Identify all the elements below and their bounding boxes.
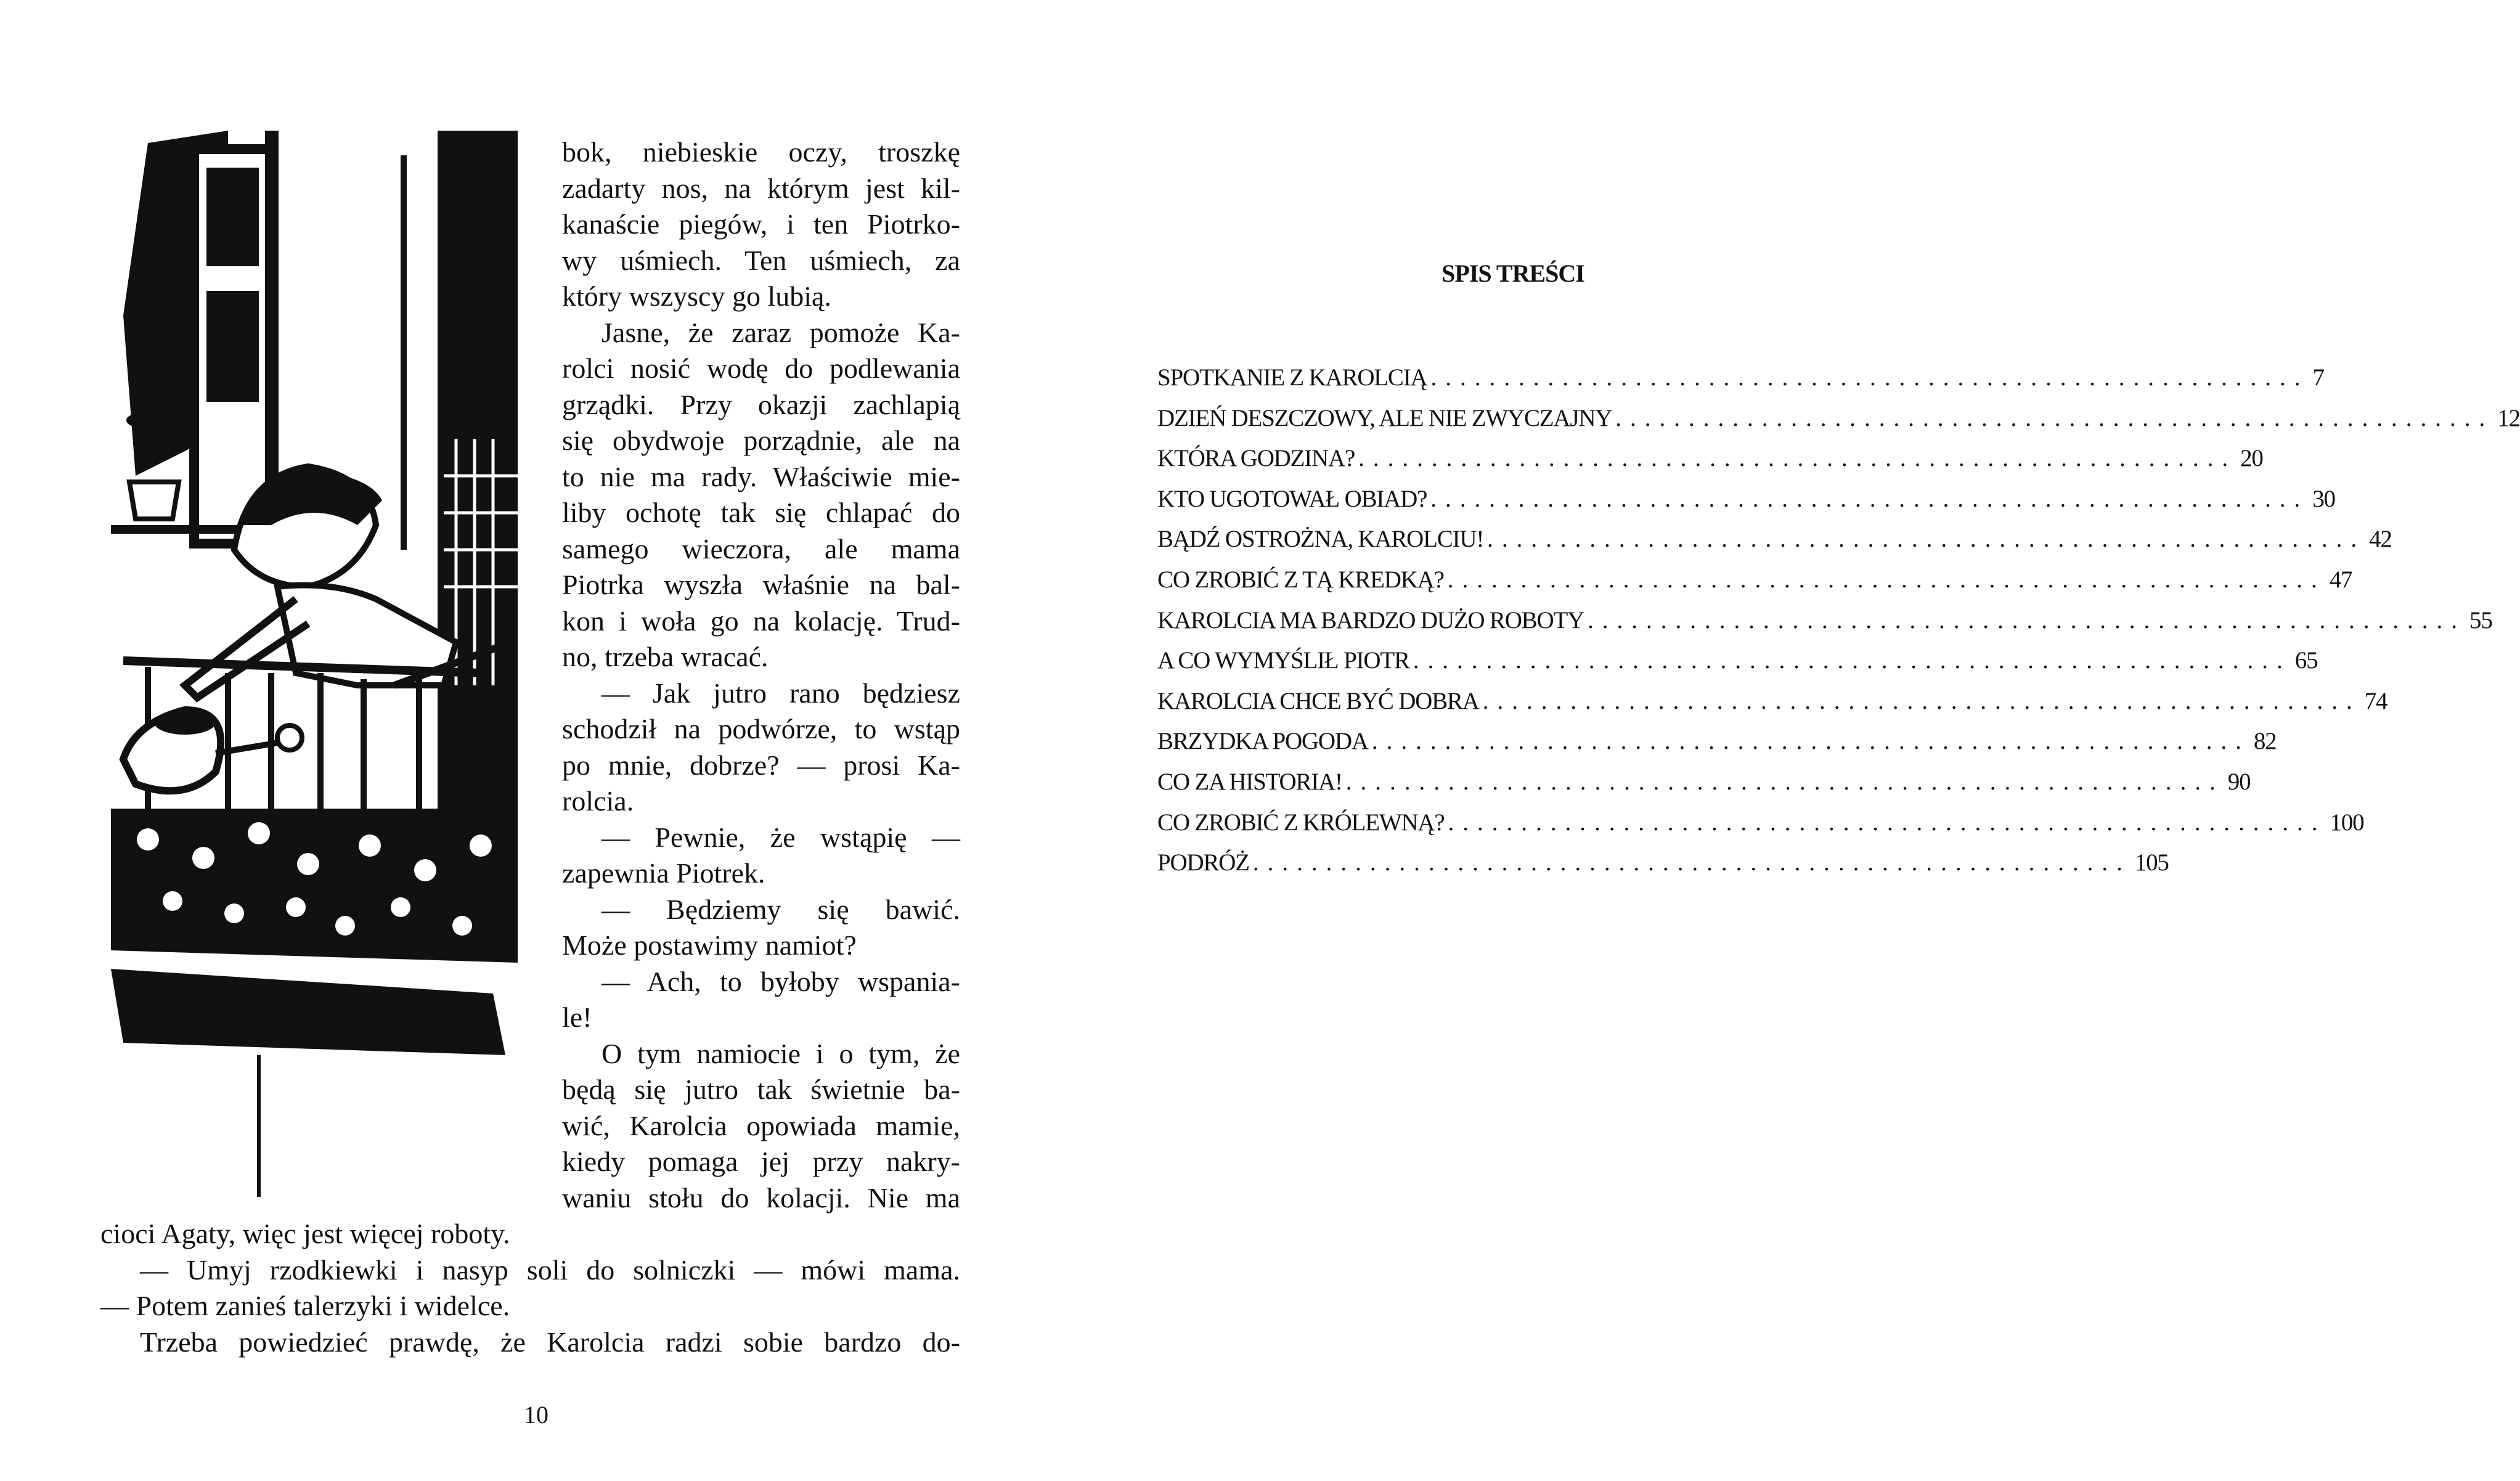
toc-leader-dots: ............................................................ bbox=[1345, 769, 2224, 795]
toc-entry bbox=[1157, 485, 2335, 522]
toc-entry-title: A CO WYMYŚLIŁ PIOTR bbox=[1157, 647, 1409, 674]
toc-entry-title: BĄDŹ OSTROŻNA, KAROLCIU! bbox=[1157, 526, 1484, 553]
toc-leader-dots: ............................................................ bbox=[1588, 606, 2466, 634]
text-line: rolcia. bbox=[562, 785, 634, 817]
toc-entry-title: KTÓRA GODZINA? bbox=[1157, 445, 1355, 472]
text-line: O tym namiocie i o tym, że bbox=[601, 1037, 960, 1069]
text-line: samego wieczora, ale mama bbox=[562, 532, 960, 565]
toc-entry bbox=[1157, 849, 2169, 886]
text-line: schodził na podwórze, to wstąp bbox=[562, 713, 960, 745]
text-line: Może postawimy namiot? bbox=[562, 929, 857, 961]
illustration-girl-watering-flowers-on-balcony bbox=[111, 131, 518, 1197]
toc-leader-dots: ............................................................ bbox=[1358, 445, 2237, 472]
toc-entry-page: 42 bbox=[2369, 526, 2392, 553]
toc-entry bbox=[1157, 525, 2392, 562]
text-line: — Pewnie, że wstąpię — bbox=[601, 821, 960, 853]
toc-leader-dots: ............................................................ bbox=[1487, 526, 2366, 553]
flower-box bbox=[111, 809, 518, 1197]
text-line: — Ach, to byłoby wspania- bbox=[601, 965, 960, 997]
toc-leader-dots: ............................................................ bbox=[1413, 647, 2291, 674]
text-line: który wszyscy go lubią. bbox=[562, 280, 831, 312]
toc-entry bbox=[1157, 727, 2277, 764]
toc-entry-page: 55 bbox=[2469, 606, 2492, 634]
toc-leader-dots: ............................................................ bbox=[1482, 687, 2361, 714]
toc-entry-page: 65 bbox=[2294, 647, 2318, 674]
text-line: — Potem zanieś talerzyki i widelce. bbox=[100, 1290, 510, 1321]
text-line: kon i woła go na kolację. Trud- bbox=[562, 605, 960, 637]
toc-entry-title: CO ZROBIĆ Z TĄ KREDKĄ? bbox=[1157, 566, 1444, 593]
text-line: waniu stołu do kolacji. Nie ma bbox=[562, 1181, 960, 1214]
toc-entry-page: 90 bbox=[2227, 769, 2251, 795]
text-line: — Jak jutro rano będziesz bbox=[601, 677, 960, 709]
watering-can bbox=[123, 710, 302, 791]
toc-entry bbox=[1157, 566, 2352, 603]
text-line: to nie ma rady. Właściwie mie- bbox=[562, 460, 960, 492]
text-line: Trzeba powiedzieć prawdę, że Karolcia radzi sobie bardzo do- bbox=[140, 1326, 960, 1358]
text-line: — Umyj rzodkiewki i nasyp soli do solniczki — mówi mama. bbox=[140, 1254, 960, 1286]
toc-entry-title: KAROLCIA CHCE BYĆ DOBRA bbox=[1157, 687, 1479, 714]
toc-leader-dots: ............................................................ bbox=[1371, 728, 2250, 755]
toc-entry bbox=[1157, 444, 2263, 481]
toc-leader-dots: ............................................................ bbox=[1448, 809, 2326, 836]
toc-entry-page: 20 bbox=[2240, 445, 2263, 472]
toc-entry-title: KTO UGOTOWAŁ OBIAD? bbox=[1157, 485, 1427, 512]
text-line: będą się jutro tak świetnie ba- bbox=[562, 1074, 960, 1105]
text-line: liby ochotę tak się chlapać do bbox=[562, 497, 960, 528]
text-line: wy uśmiech. Ten uśmiech, za bbox=[562, 244, 960, 276]
toc-entry-page: 74 bbox=[2364, 687, 2387, 714]
toc-entry-page: 47 bbox=[2329, 566, 2352, 593]
toc-entry bbox=[1157, 364, 2324, 401]
toc-entry-title: KAROLCIA MA BARDZO DUŻO ROBOTY bbox=[1157, 606, 1584, 634]
text-line: się obydwoje porządnie, ale na bbox=[562, 425, 960, 456]
page-number: 10 bbox=[524, 1401, 548, 1429]
toc-leader-dots: ............................................................ bbox=[1430, 485, 2309, 512]
toc-leader-dots: ............................................................ bbox=[1447, 566, 2326, 593]
toc-entry bbox=[1157, 647, 2318, 683]
text-line: kanaście piegów, i ten Piotrko- bbox=[562, 208, 960, 240]
toc-heading: SPIS TREŚCI bbox=[1441, 259, 1584, 287]
toc-entry bbox=[1157, 404, 2520, 441]
text-line: no, trzeba wracać. bbox=[562, 641, 769, 672]
toc-leader-dots: ............................................................ bbox=[1252, 849, 2131, 876]
toc-entry-page: 82 bbox=[2253, 728, 2277, 755]
text-line: zadarty nos, na którym jest kil- bbox=[562, 172, 960, 204]
toc-entry-title: CO ZROBIĆ Z KRÓLEWNĄ? bbox=[1157, 809, 1445, 836]
toc-entry-page: 100 bbox=[2330, 809, 2364, 836]
toc-entry-title: BRZYDKA POGODA bbox=[1157, 728, 1368, 755]
toc-entry-page: 30 bbox=[2312, 485, 2335, 512]
toc-entry-page: 105 bbox=[2134, 849, 2169, 876]
text-line: rolci nosić wodę do podlewania bbox=[562, 353, 960, 384]
toc-entry-page: 12 bbox=[2497, 404, 2520, 431]
text-line: Piotrka wyszła właśnie na bal- bbox=[562, 569, 960, 600]
text-line: kiedy pomaga jej przy nakry- bbox=[562, 1146, 960, 1177]
toc-entry bbox=[1157, 809, 2364, 846]
text-line: grządki. Przy okazji zachlapią bbox=[562, 388, 960, 420]
text-line: wić, Karolcia opowiada mamie, bbox=[562, 1109, 960, 1141]
toc-entry-title: PODRÓŻ bbox=[1157, 849, 1249, 876]
toc-entry-title: CO ZA HISTORIA! bbox=[1157, 769, 1342, 795]
toc-leader-dots: ............................................................ bbox=[1615, 404, 2494, 431]
text-line: Jasne, że zaraz pomoże Ka- bbox=[601, 316, 960, 348]
toc-entry-title: SPOTKANIE Z KAROLCIĄ bbox=[1157, 364, 1427, 391]
toc-entry-page: 7 bbox=[2312, 364, 2324, 391]
text-line: zapewnia Piotrek. bbox=[562, 857, 765, 889]
text-line: cioci Agaty, więc jest więcej roboty. bbox=[100, 1218, 510, 1249]
text-line: po mnie, dobrze? — prosi Ka- bbox=[562, 749, 960, 781]
toc-entry bbox=[1157, 768, 2251, 805]
toc-leader-dots: ............................................................ bbox=[1430, 364, 2309, 391]
text-line: bok, niebieskie oczy, troszkę bbox=[562, 136, 960, 168]
text-line: le! bbox=[562, 1002, 592, 1033]
toc-entry bbox=[1157, 606, 2492, 643]
text-line: — Będziemy się bawić. bbox=[601, 893, 960, 925]
toc-entry bbox=[1157, 687, 2387, 724]
toc-entry-title: DZIEŃ DESZCZOWY, ALE NIE ZWYCZAJNY bbox=[1157, 404, 1612, 431]
